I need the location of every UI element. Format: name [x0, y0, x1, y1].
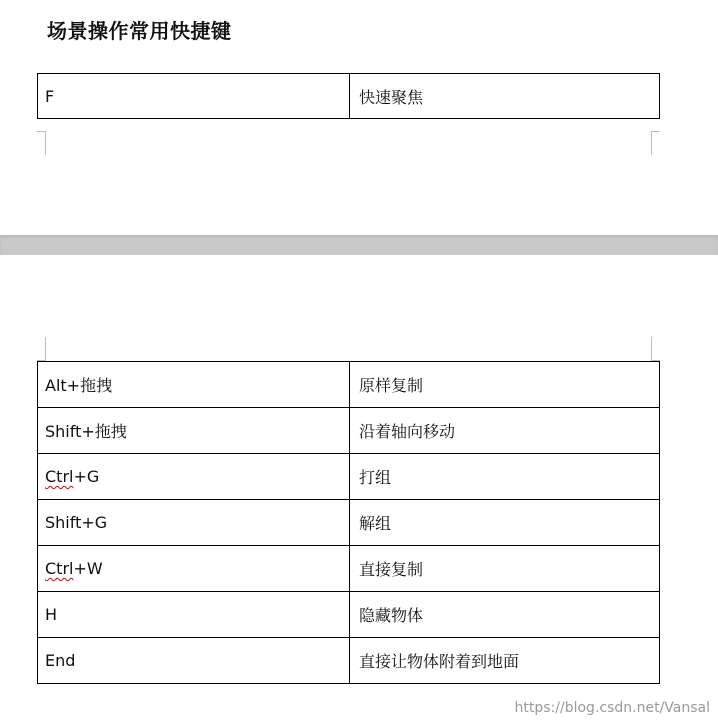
table-row	[38, 408, 660, 454]
table-row	[38, 74, 660, 119]
shortcut-action-cell: 快速聚焦	[350, 74, 660, 119]
shortcut-key-cell: H	[38, 592, 350, 638]
spellcheck-underlined-word: Ctrl	[45, 559, 74, 578]
table-row	[38, 546, 660, 592]
shortcut-key-suffix: +G	[73, 467, 100, 486]
shortcut-key-cell: Shift+G	[38, 500, 350, 546]
table-row	[38, 454, 660, 500]
table-row	[38, 362, 660, 408]
source-watermark: https://blog.csdn.net/Vansal	[514, 700, 710, 716]
shortcut-key-cell	[38, 546, 350, 592]
shortcut-key-cell: F	[38, 74, 350, 119]
table-row	[38, 638, 660, 684]
shortcut-action-cell: 沿着轴向移动	[350, 408, 660, 454]
table-row	[38, 500, 660, 546]
shortcut-action-cell: 直接让物体附着到地面	[350, 638, 660, 684]
shortcut-table-top	[37, 73, 660, 119]
shortcut-key-cell: Shift+拖拽	[38, 408, 350, 454]
shortcut-action-cell: 直接复制	[350, 546, 660, 592]
shortcut-action-cell: 隐藏物体	[350, 592, 660, 638]
shortcut-table-bottom	[37, 361, 660, 684]
shortcut-action-cell: 原样复制	[350, 362, 660, 408]
shortcut-key-cell: Alt+拖拽	[38, 362, 350, 408]
shortcut-key-cell: End	[38, 638, 350, 684]
shortcut-action-cell: 打组	[350, 454, 660, 500]
page-margin-corner-mark	[37, 337, 46, 361]
page-margin-corner-mark	[37, 131, 46, 155]
shortcut-key-suffix: +W	[73, 559, 103, 578]
page-margin-corner-mark	[651, 337, 660, 361]
document-heading: 场景操作常用快捷键	[47, 19, 232, 43]
shortcut-key-cell	[38, 454, 350, 500]
spellcheck-underlined-word: Ctrl	[45, 467, 74, 486]
page-margin-corner-mark	[651, 131, 660, 155]
table-row	[38, 592, 660, 638]
page-break-divider	[0, 235, 718, 255]
shortcut-action-cell: 解组	[350, 500, 660, 546]
